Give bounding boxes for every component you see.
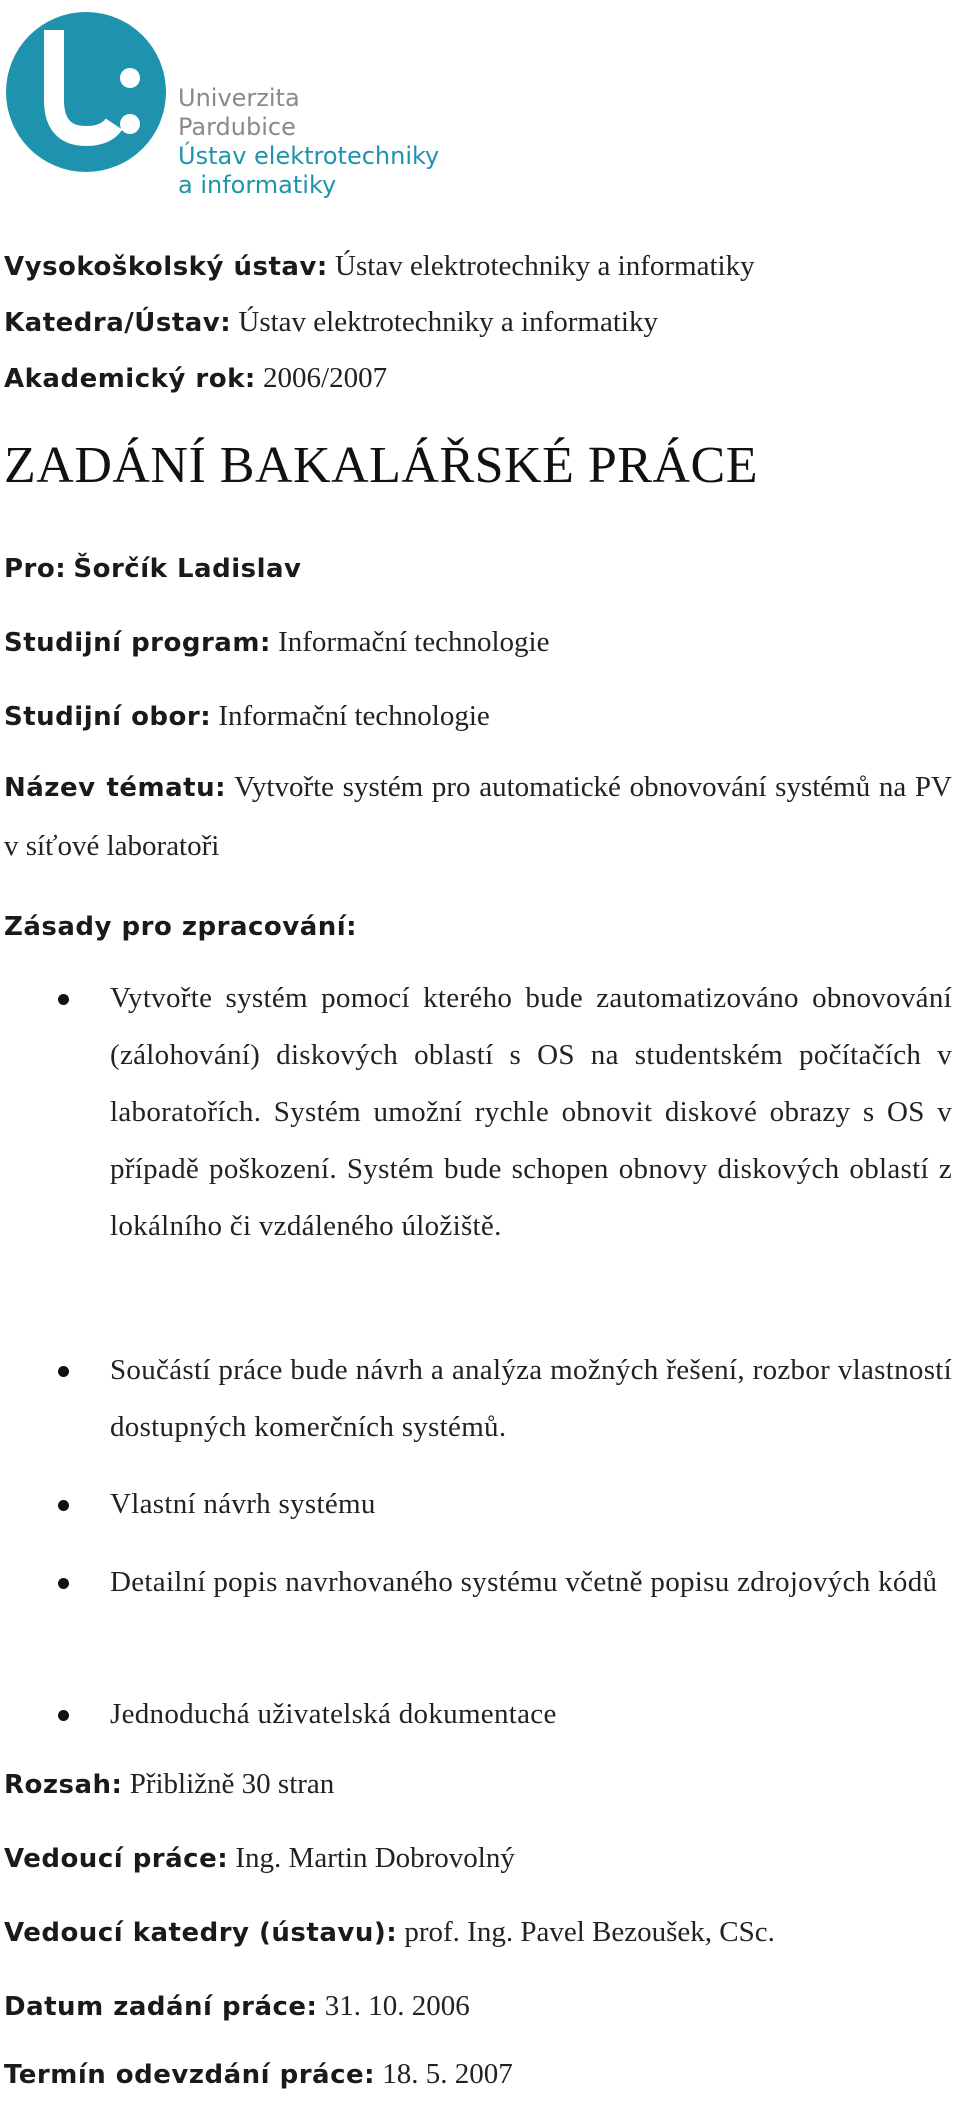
bullet-icon <box>58 1366 69 1377</box>
assignment-date-label: Datum zadání práce: <box>4 1992 318 2022</box>
department-head-value: prof. Ing. Pavel Bezoušek, CSc. <box>404 1916 775 1948</box>
student-label: Pro: <box>4 554 67 584</box>
document-title: ZADÁNÍ BAKALÁŘSKÉ PRÁCE <box>4 437 758 494</box>
study-field-row <box>4 688 952 745</box>
student-row <box>4 540 952 597</box>
scope-value: Přibližně 30 stran <box>129 1768 335 1800</box>
supervisor-label: Vedoucí práce: <box>4 1844 229 1874</box>
university-logo-mark-icon <box>2 8 170 176</box>
study-program-label: Studijní program: <box>4 628 271 658</box>
assignment-date-row <box>4 1978 952 2035</box>
bullet-icon <box>58 1710 69 1721</box>
topic-block <box>4 758 952 875</box>
department-head-row <box>4 1904 952 1961</box>
logo-line-1: Univerzita <box>178 84 300 112</box>
topic-value: Vytvořte systém pro automatické obnovování systémů na PV v síťové laboratoři <box>4 771 952 862</box>
study-field-value: Informační technologie <box>218 700 490 732</box>
academic-year-value: 2006/2007 <box>263 362 388 394</box>
list-item-text: Vlastní návrh systému <box>110 1488 376 1520</box>
study-program-value: Informační technologie <box>278 626 550 658</box>
principles-row <box>4 898 952 955</box>
institute-label: Vysokoškolský ústav: <box>4 252 328 282</box>
student-value: Šorčík Ladislav <box>73 554 302 584</box>
supervisor-row <box>4 1830 952 1887</box>
study-program-row <box>4 614 952 671</box>
list-item-text: Součástí práce bude návrh a analýza možných řešení, rozbor vlastností dostupných komerčních systémů. <box>110 1354 952 1443</box>
academic-year-row <box>4 350 952 407</box>
bullet-icon <box>58 1578 69 1589</box>
academic-year-label: Akademický rok: <box>4 364 256 394</box>
list-item-text: Vytvořte systém pomocí kterého bude zautomatizováno obnovování (zálohování) diskových oblastí s OS na studentském počítačích v laboratořích. Systém umožní rychle obnovit diskové obrazy s OS v případě poškození. Systém bude schopen obnovy diskových oblastí z lokálního či vzdáleného úložiště. <box>110 982 952 1242</box>
scope-row <box>4 1756 952 1813</box>
university-logo-text <box>178 84 439 200</box>
supervisor-value: Ing. Martin Dobrovolný <box>235 1842 515 1874</box>
topic-label: Název tématu: <box>4 773 227 803</box>
study-field-label: Studijní obor: <box>4 702 212 732</box>
department-label: Katedra/Ústav: <box>4 308 232 338</box>
deadline-value: 18. 5. 2007 <box>382 2058 513 2090</box>
principles-label: Zásady pro zpracování: <box>4 912 358 942</box>
institute-row <box>4 238 952 295</box>
deadline-row <box>4 2046 952 2103</box>
logo-line-4: a informatiky <box>178 171 337 199</box>
list-item-text: Jednoduchá uživatelská dokumentace <box>110 1698 557 1730</box>
list-item-text: Detailní popis navrhovaného systému včetně popisu zdrojových kódů <box>110 1566 938 1598</box>
department-head-label: Vedoucí katedry (ústavu): <box>4 1918 398 1948</box>
logo-line-3: Ústav elektrotechniky <box>178 142 440 170</box>
bullet-icon <box>58 1500 69 1511</box>
institute-value: Ústav elektrotechniky a informatiky <box>335 250 755 282</box>
department-row <box>4 294 952 351</box>
scope-label: Rozsah: <box>4 1770 123 1800</box>
department-value: Ústav elektrotechniky a informatiky <box>238 306 658 338</box>
logo-line-2: Pardubice <box>178 113 296 141</box>
deadline-label: Termín odevzdání práce: <box>4 2060 376 2090</box>
university-logo <box>0 4 470 214</box>
bullet-icon <box>58 994 69 1005</box>
assignment-date-value: 31. 10. 2006 <box>324 1990 470 2022</box>
